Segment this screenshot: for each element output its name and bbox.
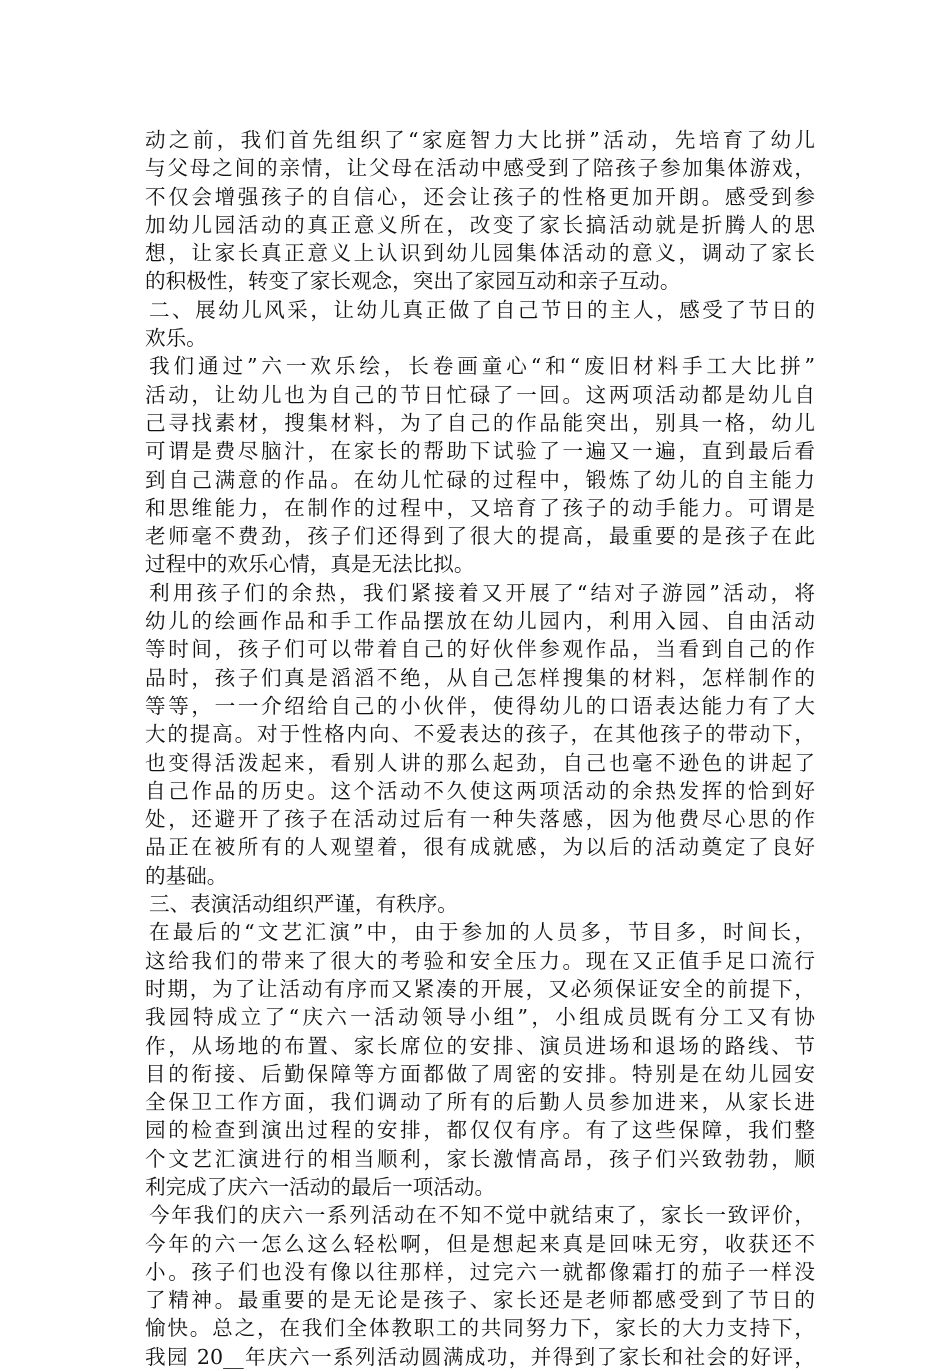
text-line: 小。孩子们也没有像以往那样，过完六一就都像霜打的茄子一样没 (145, 1259, 815, 1284)
text-line: 利完成了庆六一活动的最后一项活动。 (145, 1174, 496, 1199)
text-line: 可谓是费尽脑汁，在家长的帮助下试验了一遍又一遍，直到最后看 (145, 439, 815, 464)
text-line: 过程中的欢乐心情，真是无法比拟。 (145, 552, 475, 577)
text-line: 目的衔接、后勤保障等方面都做了周密的安排。特别是在幼儿园安 (145, 1061, 815, 1086)
text-line: 想，让家长真正意义上认识到幼儿园集体活动的意义，调动了家长 (145, 241, 815, 266)
text-line: 大的提高。对于性格内向、不爱表达的孩子，在其他孩子的带动下， (145, 722, 815, 747)
text-line: 时期，为了让活动有序而又紧凑的开展，又必须保证安全的前提下， (145, 976, 815, 1001)
text-line: 动之前，我们首先组织了“家庭智力大比拼”活动，先培育了幼儿 (145, 128, 815, 152)
text-line: 己寻找素材，搜集材料，为了自己的作品能突出，别具一格，幼儿 (145, 410, 815, 435)
text-line: 今年的六一怎么这么轻松啊，但是想起来真是回味无穷，收获还不 (145, 1231, 815, 1256)
text-line: 欢乐。 (145, 326, 207, 351)
text-line: 品正在被所有的人观望着，很有成就感，为以后的活动奠定了良好 (145, 835, 815, 860)
text-line: 处，还避开了孩子在活动过后有一种失落感，因为他费尽心思的作 (145, 807, 815, 832)
text-line: 利用孩子们的余热，我们紧接着又开展了“结对子游园”活动，将 (149, 580, 815, 605)
text-line: 也变得活泼起来，看别人讲的那么起劲，自己也毫不逊色的讲起了 (145, 750, 815, 775)
text-line: 今年我们的庆六一系列活动在不知不觉中就结束了，家长一致评价， (149, 1203, 815, 1228)
text-line: 不仅会增强孩子的自信心，还会让孩子的性格更加开朗。感受到参 (145, 184, 815, 209)
text-line: 三、表演活动组织严谨，有秩序。 (149, 892, 458, 917)
text-line: 的基础。 (145, 863, 228, 888)
text-line: 自己作品的历史。这个活动不久使这两项活动的余热发挥的恰到好 (145, 778, 815, 803)
text-line: 个文艺汇演进行的相当顺利，家长激情高昂，孩子们兴致勃勃，顺 (145, 1146, 815, 1171)
text-line: 品时，孩子们真是滔滔不绝，从自己怎样搜集的材料，怎样制作的 (145, 665, 815, 690)
text-line: 等时间，孩子们可以带着自己的好伙伴参观作品，当看到自己的作 (145, 637, 815, 662)
text-line: 全保卫工作方面，我们调动了所有的后勤人员参加进来，从家长进 (145, 1090, 815, 1115)
text-line: 园的检查到演出过程的安排，都仅仅有序。有了这些保障，我们整 (145, 1118, 815, 1143)
text-line: 这给我们的带来了很大的考验和安全压力。现在又正值手足口流行 (145, 948, 815, 973)
text-line: 活动，让幼儿也为自己的节日忙碌了一回。这两项活动都是幼儿自 (145, 382, 815, 407)
text-line: 愉快。总之，在我们全体教职工的共同努力下，家长的大力支持下， (145, 1316, 815, 1341)
text-line: 与父母之间的亲情，让父母在活动中感受到了陪孩子参加集体游戏， (145, 156, 815, 181)
text-line: 到自己满意的作品。在幼儿忙碌的过程中，锻炼了幼儿的自主能力 (145, 467, 815, 492)
text-line: 我园特成立了“庆六一活动领导小组”，小组成员既有分工又有协 (145, 1005, 815, 1030)
text-line: 二、展幼儿风采，让幼儿真正做了自己节日的主人，感受了节日的 (149, 297, 815, 322)
text-line: 老师毫不费劲，孩子们还得到了很大的提高，最重要的是孩子在此 (145, 524, 815, 549)
document-body (145, 126, 815, 1371)
text-line: 加幼儿园活动的真正意义所在，改变了家长搞活动就是折腾人的思 (145, 212, 815, 237)
text-line: 我们通过”六一欢乐绘，长卷画童心“和“废旧材料手工大比拼” (149, 354, 815, 379)
text-line: 我园 20__年庆六一系列活动圆满成功，并得到了家长和社会的好评， (145, 1344, 815, 1369)
text-line: 等等，一一介绍给自己的小伙伴，使得幼儿的口语表达能力有了大 (145, 693, 815, 718)
text-line: 的积极性，转变了家长观念，突出了家园互动和亲子互动。 (145, 269, 681, 294)
text-line: 作，从场地的布置、家长席位的安排、演员进场和退场的路线、节 (145, 1033, 815, 1058)
text-line: 幼儿的绘画作品和手工作品摆放在幼儿园内，利用入园、自由活动 (145, 609, 815, 634)
text-line: 了精神。最重要的是无论是孩子、家长还是老师都感受到了节日的 (145, 1288, 815, 1313)
text-line: 在最后的“文艺汇演”中，由于参加的人员多，节目多，时间长， (149, 920, 815, 945)
text-line: 和思维能力，在制作的过程中，又培育了孩子的动手能力。可谓是 (145, 495, 815, 520)
